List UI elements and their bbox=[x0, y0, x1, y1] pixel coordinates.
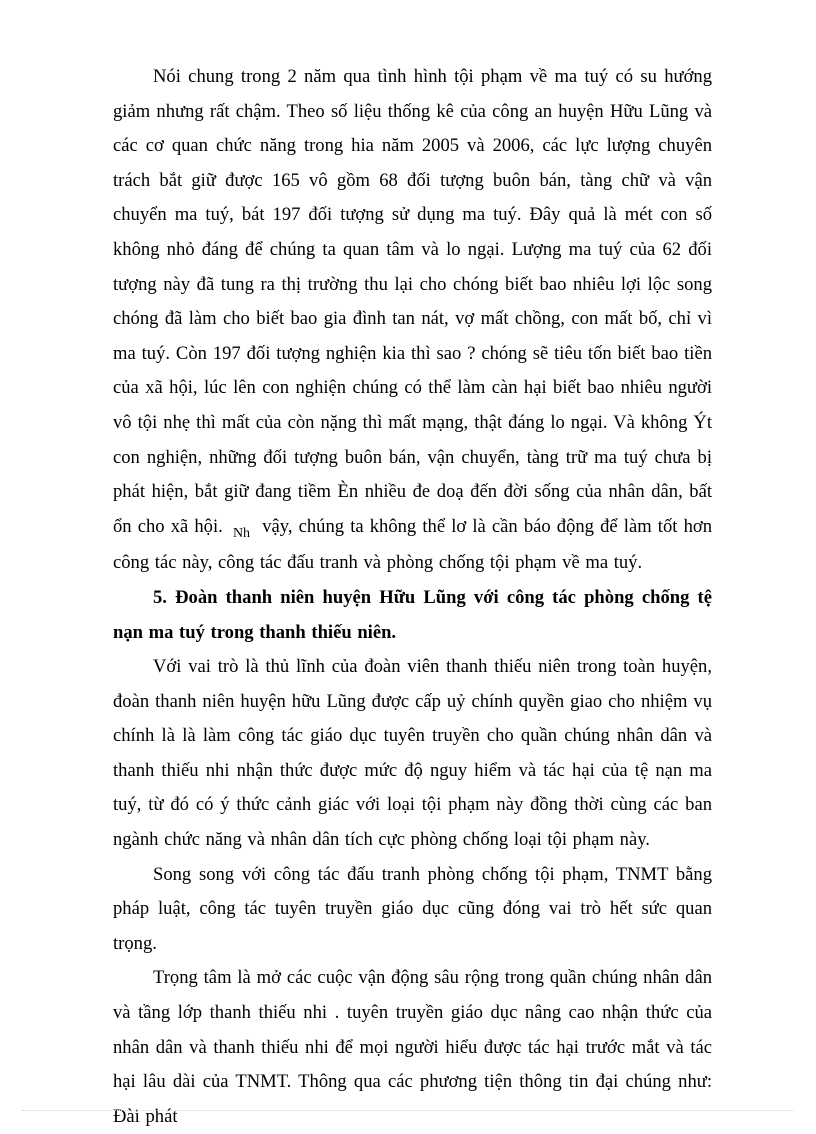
document-body bbox=[113, 60, 712, 1134]
paragraph-youth-union-role: Với vai trò là thủ lĩnh của đoàn viên thanh thiếu niên trong toàn huyện, đoàn thanh niên huyện hữu Lũng được cấp uỷ chính quyền giao cho nhiệm vụ chính là là làm công tác giáo dục tuyên truyền cho quần chúng nhân dân và thanh thiếu nhi nhận thức được mức độ nguy hiểm và tác hại của tệ nạn ma tuý, từ đó có ý thức cảnh giác với loại tội phạm này đồng thời cùng các ban ngành chức năng và nhân dân tích cực phòng chống loại tội phạm này. bbox=[113, 656, 712, 851]
paragraph-text: Nói chung trong 2 năm qua tình hình tội phạm về ma tuý có su hướng giảm nhưng rất chậm. Theo số liệu thống kê của công an huyện Hữu Lũng và các cơ quan chức năng trong hia năm 2005 và 2006, các lực lượng chuyên trách bắt giữ được 165 vô gồm 68 đối tượng buôn bán, tàng chữ và vận chuyển ma tuý, bát 197 đối tượng sử dụng ma tuý. Đây quả là mét con số không nhỏ đáng để chúng ta quan tâm và lo ngại. Lượng ma tuý của 62 đối tượng này đã tung ra thị trường thu lại cho chóng biết bao nhiêu lợi lộc song chóng đã làm cho biết bao gia đình tan nát, vợ mất chồng, con mất bố, chỉ vì ma tuý. Còn 197 đối tượng nghiện kia thì sao ? chóng sẽ tiêu tốn biết bao tiền của xã hội, lúc lên con nghiện chúng có thể làm càn hại biết bao nhiêu người vô tội nhẹ thì mất của còn nặng thì mất mạng, thật đáng lo ngại. Và không Ýt con nghiện, những đối tượng buôn bán, vận chuyển, tàng trữ ma tuý chưa bị phát hiện, bắt giữ đang tiềm Èn nhiều đe doạ đến đời sống của nhân dân, bất ổn cho xã hội. bbox=[113, 66, 712, 537]
paragraph-campaign-focus: Trọng tâm là mở các cuộc vận động sâu rộng trong quần chúng nhân dân và tầng lớp thanh thiếu nhi . tuyên truyền giáo dục nâng cao nhận thức của nhân dân và thanh thiếu nhi để mọi người hiểu được tác hại trước mắt và tác hại lâu dài của TNMT. Thông qua các phương tiện thông tin đại chúng như: Đài phát bbox=[113, 967, 712, 1127]
page-bottom-divider bbox=[22, 1110, 794, 1111]
paragraph-drug-crime-situation bbox=[113, 60, 712, 581]
section-heading: 5. Đoàn thanh niên huyện Hữu Lũng với công tác phòng chống tệ nạn ma tuý trong thanh thiếu niên. bbox=[113, 586, 712, 643]
subscript-nh: Nh bbox=[232, 525, 251, 541]
paragraph-propaganda-importance: Song song với công tác đấu tranh phòng chống tội phạm, TNMT bằng pháp luật, công tác tuyên truyền giáo dục cũng đóng vai trò hết sức quan trọng. bbox=[113, 863, 712, 954]
paragraph-text-tail: vậy, chúng ta không thể lơ là cần báo động để làm tốt hơn công tác này, công tác đấu tranh và phòng chống tội phạm về ma tuý. bbox=[113, 515, 712, 574]
